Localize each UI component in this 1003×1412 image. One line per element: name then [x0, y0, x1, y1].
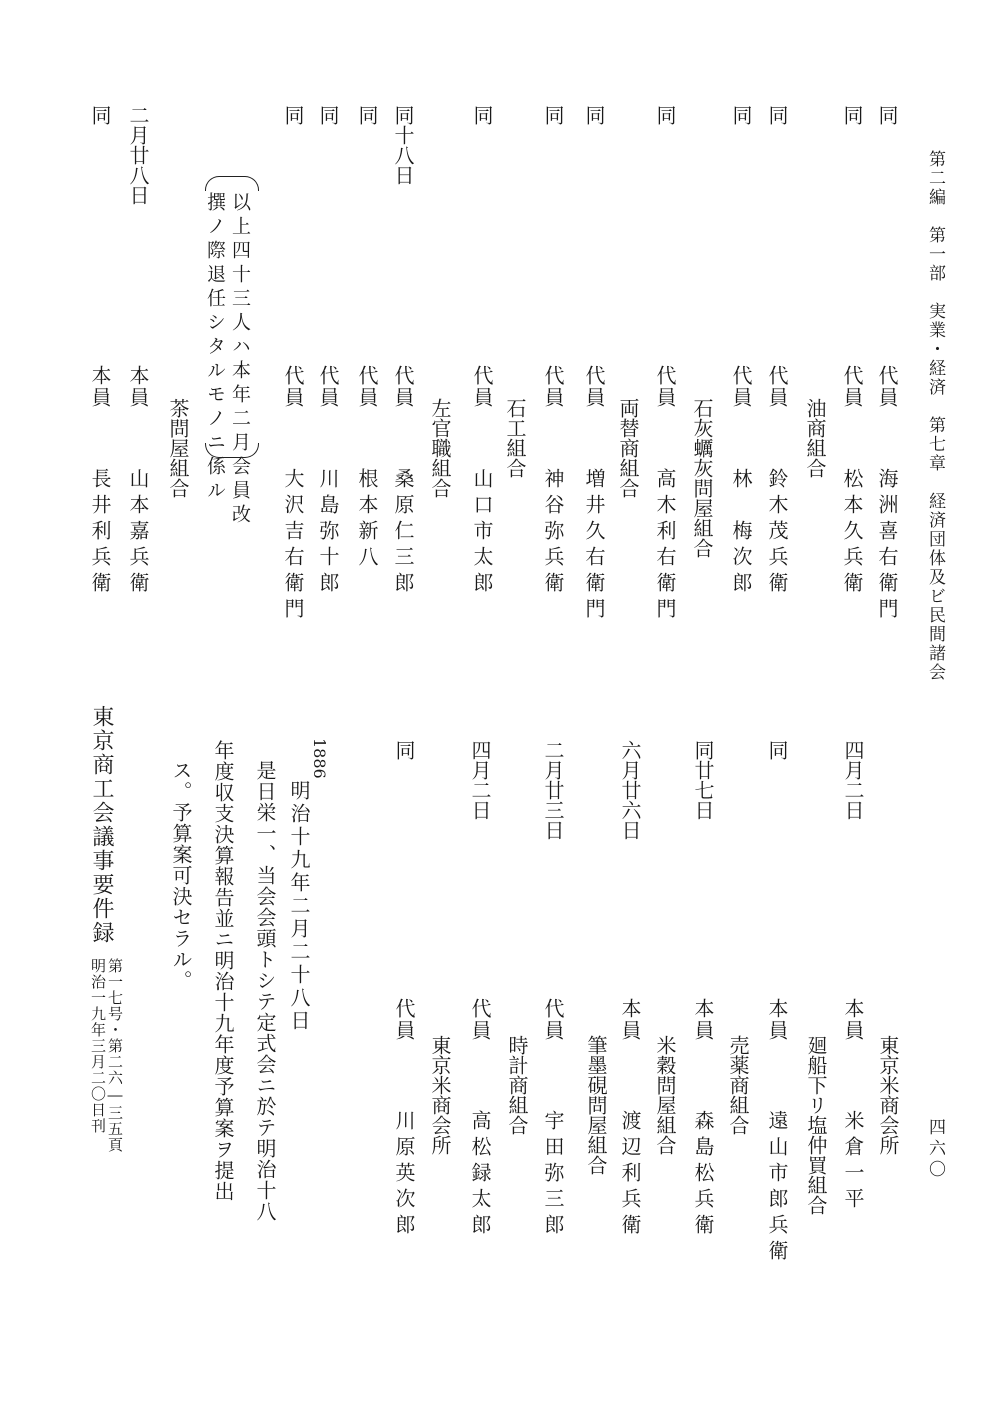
entry-org: 時計商組合: [505, 1035, 529, 1135]
entry-date: 四月二日: [841, 740, 865, 820]
note-line-1: 以上四十三人ハ本年二月会員改: [229, 192, 251, 528]
entry-date: 六月廿六日: [618, 740, 642, 840]
entry-name: 林 梅次郎: [729, 468, 753, 598]
entry-name: 根本新八: [355, 468, 379, 572]
entry-org: 石工組合: [503, 398, 527, 478]
entry-org: 米穀問屋組合: [653, 1035, 677, 1155]
entry-date: 同: [653, 105, 677, 125]
year-label: 1886: [310, 738, 329, 779]
entry-role: 本員: [88, 365, 112, 409]
entry-name: 遠山市郎兵衛: [765, 1110, 789, 1266]
entry-name: 鈴木茂兵衛: [765, 468, 789, 598]
entry-name: 桑原仁三郎: [391, 468, 415, 598]
entry-org: 石灰蠣灰問屋組合: [690, 398, 714, 558]
entry-role: 代員: [281, 365, 305, 409]
source-ref-line-1: 第一七号・第二六―三五頁: [106, 958, 124, 1153]
source-ref-line-2: 明治一九年三月二〇日刊: [89, 958, 107, 1134]
entry-name: 神谷弥兵衛: [541, 468, 565, 598]
entry-date: 同: [541, 105, 565, 125]
note-paren-bottom: [205, 443, 259, 458]
entry-date: 同十八日: [391, 105, 415, 185]
entry-date: 同: [355, 105, 379, 125]
entry-name: 米倉一平: [841, 1110, 865, 1214]
entry-name: 長井利兵衛: [88, 468, 112, 598]
entry-date: 同: [316, 105, 340, 125]
entry-date: 同: [875, 105, 899, 125]
entry-date: 同: [765, 105, 789, 125]
entry-role: 代員: [582, 365, 606, 409]
entry-date: 同: [582, 105, 606, 125]
entry-org: 売薬商組合: [726, 1035, 750, 1135]
note-line-2: 撰ノ際退任シタルモノニ係ル: [204, 192, 226, 504]
entry-name: 大沢吉右衛門: [281, 468, 305, 624]
entry-role: 代員: [765, 365, 789, 409]
entry-date: 同: [729, 105, 753, 125]
entry-org: 両替商組合: [616, 398, 640, 498]
entry-date: 同廿七日: [691, 740, 715, 820]
entry-date: 同: [392, 740, 416, 760]
record-body-line-1: 是日栄一、当会会頭トシテ定式会ニ於テ明治十八: [253, 760, 277, 1222]
entry-role: 代員: [541, 365, 565, 409]
entry-date: 二月廿八日: [126, 105, 150, 205]
entry-date: 四月二日: [468, 740, 492, 820]
record-date: 明治十九年二月二十八日: [287, 780, 311, 1033]
entry-role: 代員: [729, 365, 753, 409]
entry-date: 同: [281, 105, 305, 125]
entry-role: 代員: [355, 365, 379, 409]
entry-name: 海洲喜右衛門: [875, 468, 899, 624]
entry-role: 代員: [653, 365, 677, 409]
entry-date: 二月廿三日: [541, 740, 565, 840]
entry-date: 同: [765, 740, 789, 760]
entry-role: 代員: [468, 998, 492, 1042]
entry-role: 代員: [875, 365, 899, 409]
entry-name: 高木利右衛門: [653, 468, 677, 624]
entry-date: 同: [88, 105, 112, 125]
entry-role: 本員: [618, 998, 642, 1042]
entry-role: 代員: [541, 998, 565, 1042]
entry-role: 代員: [840, 365, 864, 409]
entry-name: 川原英次郎: [392, 1110, 416, 1240]
source-title: 東京商工会議事要件録: [89, 705, 114, 945]
entry-name: 森島松兵衛: [691, 1110, 715, 1240]
entry-name: 高松録太郎: [468, 1110, 492, 1240]
entry-org: 茶問屋組合: [166, 398, 190, 498]
entry-name: 増井久右衛門: [582, 468, 606, 624]
entry-role: 本員: [841, 998, 865, 1042]
entry-name: 松本久兵衛: [840, 468, 864, 598]
entry-role: 本員: [765, 998, 789, 1042]
entry-org: 廻船下リ塩仲買組合: [804, 1035, 828, 1215]
entry-org: 筆墨硯問屋組合: [584, 1035, 608, 1175]
note-paren-top: [205, 176, 259, 191]
entry-name: 宇田弥三郎: [541, 1110, 565, 1240]
running-head: 第二編 第一部 実業・経済 第七章 経済団体及ビ民間諸会: [925, 150, 945, 682]
record-body-line-2: 年度収支決算報告並ニ明治十九年度予算案ヲ提出: [211, 740, 235, 1202]
entry-name: 渡辺利兵衛: [618, 1110, 642, 1240]
entry-role: 代員: [470, 365, 494, 409]
entry-name: 山口市太郎: [470, 468, 494, 598]
entry-role: 本員: [126, 365, 150, 409]
entry-name: 川島弥十郎: [316, 468, 340, 598]
entry-date: 同: [470, 105, 494, 125]
entry-org: 油商組合: [803, 398, 827, 478]
entry-role: 代員: [316, 365, 340, 409]
entry-role: 代員: [391, 365, 415, 409]
entry-org: 東京米商会所: [876, 1035, 900, 1155]
entry-org: 左官職組合: [428, 398, 452, 498]
entry-role: 代員: [392, 998, 416, 1042]
entry-role: 本員: [691, 998, 715, 1042]
entry-org: 東京米商会所: [428, 1035, 452, 1155]
entry-name: 山本嘉兵衛: [126, 468, 150, 598]
record-body-line-3: ス。予算案可決セラル。: [169, 760, 193, 991]
entry-date: 同: [840, 105, 864, 125]
page-number: 四六〇: [925, 1118, 945, 1181]
